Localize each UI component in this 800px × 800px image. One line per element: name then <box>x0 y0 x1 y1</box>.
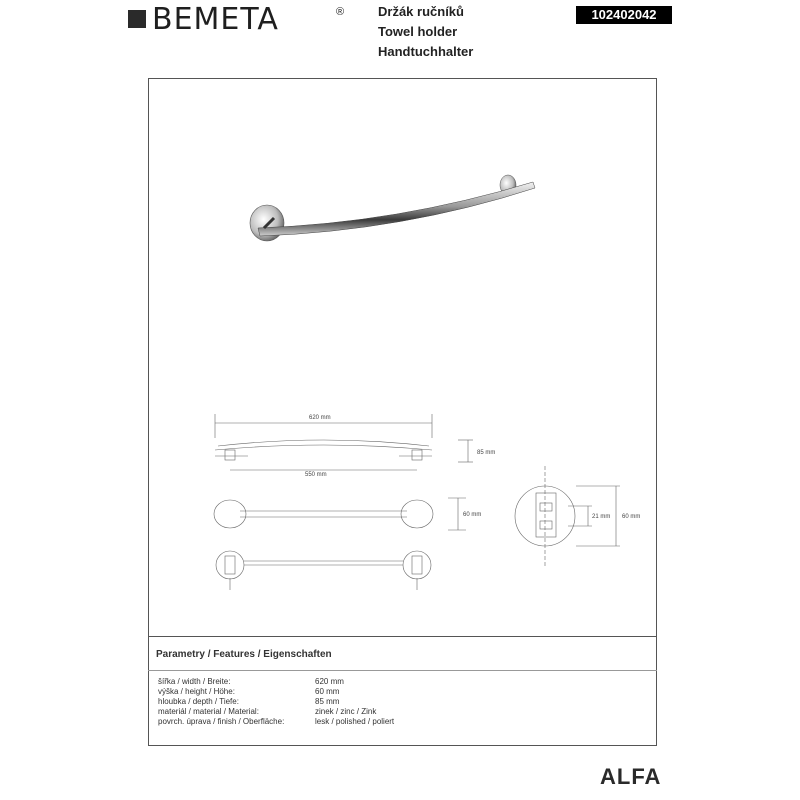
dim-mount-spacing-label: 21 mm <box>592 514 611 520</box>
param-row-material <box>158 707 648 717</box>
param-label: šířka / width / Breite: <box>158 677 231 686</box>
parameters-divider <box>148 670 657 671</box>
param-label: povrch. úprava / finish / Oberfläche: <box>158 717 285 726</box>
title-cz: Držák ručníků <box>378 4 464 19</box>
towel-bar <box>258 182 535 236</box>
top-view <box>215 414 473 470</box>
dim-height-front-label: 60 mm <box>463 512 482 518</box>
title-de: Handtuchhalter <box>378 44 474 59</box>
product-code: 102402042 <box>576 6 672 24</box>
param-value: 60 mm <box>315 687 340 696</box>
front-view <box>214 498 466 530</box>
logo-square-mark <box>128 10 146 28</box>
brand-name: BEMETA <box>152 2 279 37</box>
parameters-title: Parametry / Features / Eigenschaften <box>156 649 332 660</box>
param-value: zinek / zinc / Zink <box>315 707 377 716</box>
param-row-depth <box>158 697 648 707</box>
brand-logo <box>128 4 360 44</box>
series-name: ALFA <box>600 764 662 789</box>
product-photo <box>250 175 535 241</box>
registered-mark: ® <box>336 6 345 18</box>
param-row-height <box>158 687 648 697</box>
dim-inner-width-label: 550 mm <box>305 472 327 478</box>
param-label: výška / height / Höhe: <box>158 687 235 696</box>
param-row-finish <box>158 717 648 727</box>
dim-height-side-label: 60 mm <box>622 514 641 520</box>
technical-drawing <box>148 78 657 638</box>
param-label: hloubka / depth / Tiefe: <box>158 697 239 706</box>
product-titles <box>378 2 473 62</box>
dim-depth-label: 85 mm <box>477 450 496 456</box>
param-label: materiál / material / Material: <box>158 707 259 716</box>
back-view <box>216 551 431 590</box>
dim-width-label: 620 mm <box>309 415 331 421</box>
param-value: 85 mm <box>315 697 340 706</box>
title-en: Towel holder <box>378 24 458 39</box>
param-row-width <box>158 677 648 687</box>
parameters-table <box>148 636 657 746</box>
param-value: lesk / polished / poliert <box>315 717 395 726</box>
param-value: 620 mm <box>315 677 344 686</box>
